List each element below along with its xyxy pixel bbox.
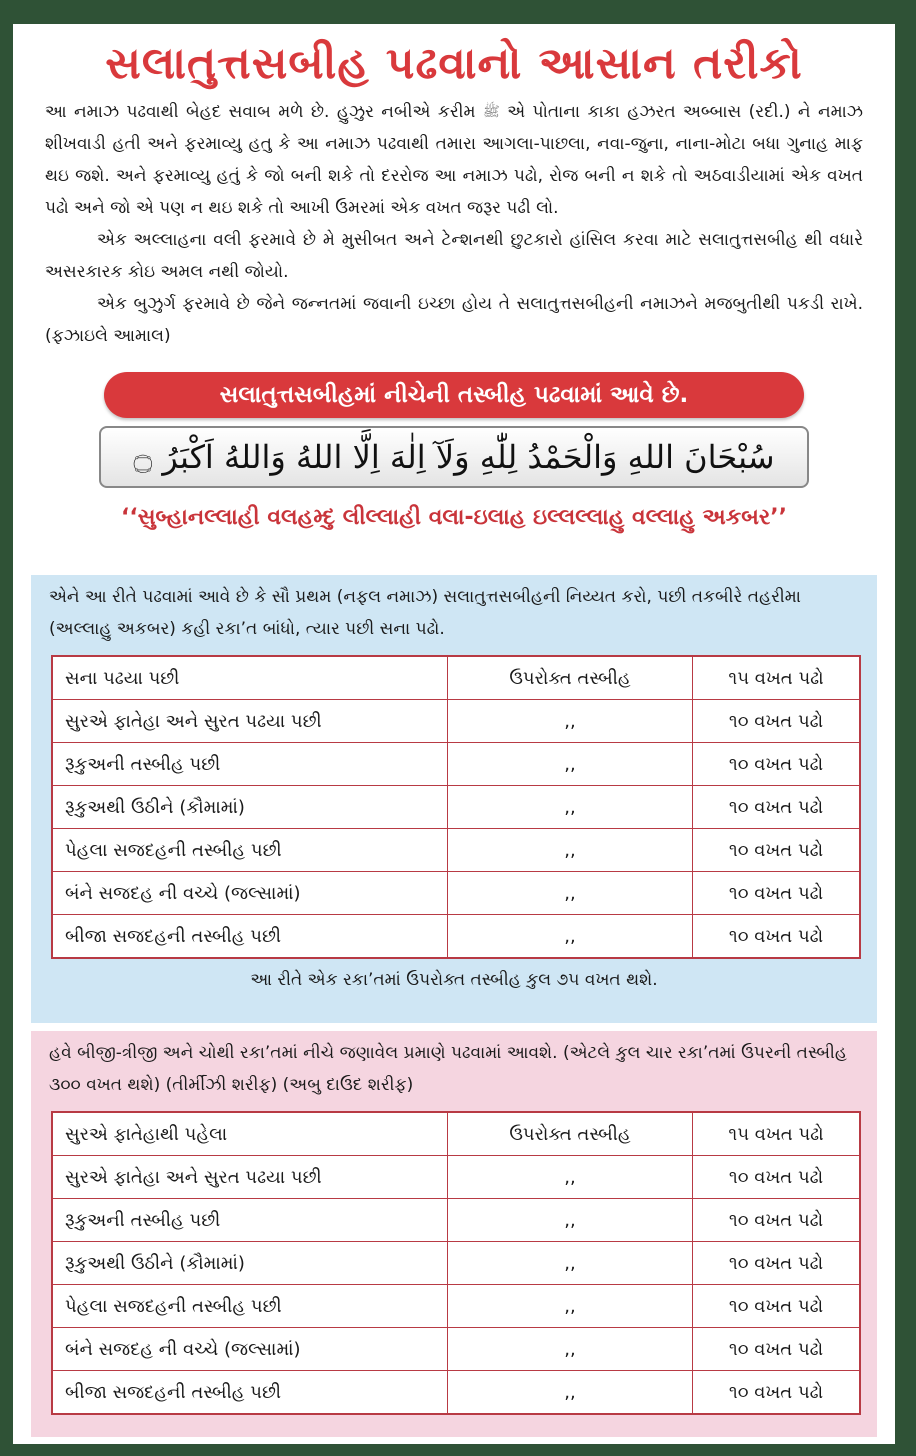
step-cell: રૂકુઅની તસ્બીહ પછી <box>52 1199 448 1242</box>
intro-paragraph-1-part-a: આ નમાઝ પઢવાથી બેહદ સવાબ મળે છે. હુઝુર નબીએ કરીમ <box>45 102 476 122</box>
first-rakat-description: એને આ રીતે પઢવામાં આવે છે કે સૌ પ્રથમ (નફલ નમાઝ) સલાતુત્તસબીહની નિય્યત કરો, પછી તકબીરે તહરીમા (અલ્લાહુ અકબર) કહી રકા’ત બાંધો, ત્યાર પછી સના પઢો. <box>49 587 801 639</box>
tasbih-cell: ,, <box>448 743 693 786</box>
table-row <box>52 1156 860 1199</box>
tasbih-cell: ,, <box>448 829 693 872</box>
intro-paragraph-2: એક અલ્લાહના વલી ફરમાવે છે મે મુસીબત અને ટેન્શનથી છુટકારો હાંસિલ કરવા માટે સલાતુત્તસબીહ થી વધારે અસરકારક કોઇ અમલ નથી જોયો. <box>45 230 863 282</box>
count-cell: ૧૦ વખત પઢો <box>693 743 861 786</box>
step-cell: રૂકુઅથી ઉઠીને (કૌમામાં) <box>52 1242 448 1285</box>
step-cell: બીજા સજદહની તસ્બીહ પછી <box>52 1371 448 1415</box>
table-row <box>52 1199 860 1242</box>
table-row <box>52 1328 860 1371</box>
tasbih-cell: ઉપરોક્ત તસ્બીહ <box>448 1112 693 1156</box>
count-cell: ૧૫ વખત પઢો <box>693 1112 861 1156</box>
tasbih-cell: ,, <box>448 1156 693 1199</box>
poster-page <box>13 24 895 1444</box>
tasbih-cell: ,, <box>448 1371 693 1415</box>
tasbih-cell: ,, <box>448 872 693 915</box>
step-cell: બંને સજદહ ની વચ્ચે (જલ્સામાં) <box>52 1328 448 1371</box>
count-cell: ૧૦ વખત પઢો <box>693 1199 861 1242</box>
intro-paragraph-1-part-b: એ પોતાના કાકા હઝરત અબ્બાસ (રદી.) ને નમાઝ શીખવાડી હતી અને ફરમાવ્યુ હતુ કે આ નમાઝ પઢવાથી તમારા આગલા-પાછલા, નવા-જુના, નાના-મોટા બધા ગુનાહ માફ થઇ જશે. અને ફરમાવ્યુ હતું કે જો બની શકે તો દરરોજ આ નમાઝ પઢો, રોજ બની ન શકે તો અઠવાડીયામાં એક વખત પઢો અને જો એ પણ ન થઇ શકે તો આખી ઉમરમાં એક વખત જરૂર પઢી લો. <box>45 102 864 218</box>
first-rakat-table <box>51 655 861 959</box>
count-cell: ૧૦ વખત પઢો <box>693 1285 861 1328</box>
count-cell: ૧૦ વખત પઢો <box>693 829 861 872</box>
intro-text <box>13 96 895 352</box>
table-row <box>52 829 860 872</box>
first-rakat-section <box>31 575 877 1023</box>
tasbih-cell: ,, <box>448 786 693 829</box>
count-cell: ૧૦ વખત પઢો <box>693 786 861 829</box>
pbuh-calligraphy-icon: ﷺ <box>482 104 500 120</box>
table-row <box>52 700 860 743</box>
tasbih-cell: ,, <box>448 1328 693 1371</box>
step-cell: સુરએ ફાતેહા અને સુરત પઢયા પછી <box>52 700 448 743</box>
tasbih-cell: ,, <box>448 1242 693 1285</box>
step-cell: પેહલા સજદહની તસ્બીહ પછી <box>52 1285 448 1328</box>
table-row <box>52 786 860 829</box>
table-row <box>52 743 860 786</box>
table-row <box>52 915 860 959</box>
step-cell: સુરએ ફાતેહા અને સુરત પઢયા પછી <box>52 1156 448 1199</box>
table-row <box>52 872 860 915</box>
tasbih-cell: ,, <box>448 1285 693 1328</box>
step-cell: રૂકુઅથી ઉઠીને (કૌમામાં) <box>52 786 448 829</box>
other-rakats-table <box>51 1111 861 1415</box>
other-rakats-description: હવે બીજી-ત્રીજી અને ચોથી રકા’તમાં નીચે જણાવેલ પ્રમાણે પઢવામાં આવશે. (એટલે કુલ ચાર રકા’તમાં ઉપરની તસ્બીહ ૩૦૦ વખત થશે) (તીર્મીઝી શરીફ) (અબુ દાઉદ શરીફ) <box>49 1043 847 1095</box>
table-row <box>52 1112 860 1156</box>
step-cell: સુરએ ફાતેહાથી પહેલા <box>52 1112 448 1156</box>
first-rakat-total-note: આ રીતે એક રકા’તમાં ઉપરોક્ત તસ્બીહ કુલ ૭૫ વખત થશે. <box>250 970 658 990</box>
count-cell: ૧૦ વખત પઢો <box>693 915 861 959</box>
tasbih-heading-banner: સલાતુત્તસબીહમાં નીચેની તસ્બીહ પઢવામાં આવે છે. <box>104 372 804 418</box>
count-cell: ૧૦ વખત પઢો <box>693 1242 861 1285</box>
table-row <box>52 1371 860 1415</box>
tasbih-cell: ,, <box>448 915 693 959</box>
tasbih-transliteration: ‘‘સુબ્હાનલ્લાહી વલહમ્દુ લીલ્લાહી વલા-ઇલાહ ઇલ્લલ્લાહુ વલ્લાહુ અકબર’’ <box>120 505 788 530</box>
tasbih-cell: ઉપરોક્ત તસ્બીહ <box>448 656 693 700</box>
step-cell: સના પઢયા પછી <box>52 656 448 700</box>
table-row <box>52 656 860 700</box>
table-row <box>52 1242 860 1285</box>
arabic-tasbih-box: سُبْحَانَ اللهِ وَالْحَمْدُ لِلّٰهِ وَلَآ اِلٰهَ اِلَّا اللهُ وَاللهُ اَكْبَرُ ۝ <box>99 426 809 488</box>
count-cell: ૧૦ વખત પઢો <box>693 700 861 743</box>
step-cell: બીજા સજદહની તસ્બીહ પછી <box>52 915 448 959</box>
step-cell: બંને સજદહ ની વચ્ચે (જલ્સામાં) <box>52 872 448 915</box>
intro-paragraph-3: એક બુઝુર્ગ ફરમાવે છે જેને જન્નતમાં જવાની ઇચ્છા હોય તે સલાતુત્તસબીહની નમાઝને મજબુતીથી પકડી રાખે. (ફઝાઇલે આમાલ) <box>45 294 863 346</box>
count-cell: ૧૦ વખત પઢો <box>693 872 861 915</box>
intro-paragraph-1 <box>45 96 863 224</box>
page-title: સલાતુત્તસબીહ પઢવાનો આસાન તરીકો <box>105 38 803 89</box>
step-cell: પેહલા સજદહની તસ્બીહ પછી <box>52 829 448 872</box>
table-row <box>52 1285 860 1328</box>
count-cell: ૧૫ વખત પઢો <box>693 656 861 700</box>
count-cell: ૧૦ વખત પઢો <box>693 1371 861 1415</box>
count-cell: ૧૦ વખત પઢો <box>693 1328 861 1371</box>
other-rakats-section <box>31 1031 877 1437</box>
tasbih-cell: ,, <box>448 1199 693 1242</box>
tasbih-cell: ,, <box>448 700 693 743</box>
count-cell: ૧૦ વખત પઢો <box>693 1156 861 1199</box>
step-cell: રૂકુઅની તસ્બીહ પછી <box>52 743 448 786</box>
